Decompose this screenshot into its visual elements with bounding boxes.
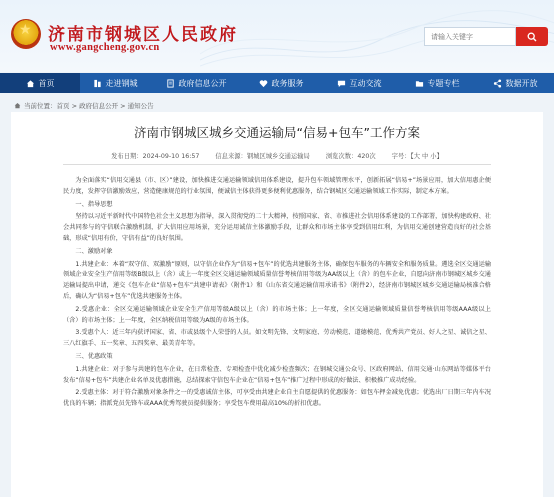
nav-label: 政务服务 [271, 78, 304, 88]
info-source: 信息来源：钢城区城乡交通运输局 [215, 153, 310, 160]
document-icon [166, 79, 175, 88]
nav-home[interactable] [0, 73, 80, 93]
home-icon [14, 102, 21, 109]
section-heading: 二、激励对象 [75, 247, 113, 255]
paragraph: 3.受惠个人：近三年内获评国家、省、市或县级个人荣誉的人员。如文明先锋、文明家庭、劳动模范、道德模范、优秀共产党员、好人之星、诚信之星、三八红旗手、五一奖章、五四奖章、最美青年等。 [63, 329, 491, 348]
nav-about[interactable] [80, 73, 150, 93]
divider [63, 164, 491, 165]
nav-services[interactable] [242, 73, 320, 93]
search-button[interactable] [516, 27, 548, 46]
article-card [11, 112, 543, 497]
folder-icon [415, 79, 424, 88]
heart-icon [259, 79, 268, 88]
site-header [0, 0, 554, 72]
home-icon [26, 79, 35, 88]
paragraph: 1.共建企业：对于参与共建的包车企业，在日常检查、专项检查中优化减少检查频次；在钢城交通公众号、区政府网站、信用交通·山东网站等媒体平台发布“信易+包车”共建企业名单及优惠措施，总结探索守信包车企业在“信易+包车”推广过程中形成的好做法、积极推广成功经验。 [63, 365, 491, 384]
nav-label: 首页 [38, 78, 55, 88]
paragraph: 2.受惠主体：对于符合激励对象条件之一的受惠诚信主体，可享受由共建企业自主自愿提供的优惠服务：如包车押金减免优惠；优选出厂日期三年内车况优良的车辆；指派党员先锋车或AAA优秀驾驶员提供服务；享受包车费用最高10%的折扣优惠。 [63, 389, 491, 408]
site-url: www.gangcheng.gov.cn [50, 42, 160, 53]
nav-open-data[interactable] [476, 73, 554, 93]
font-size-control[interactable]: 字号：【大 中 小】 [391, 153, 443, 160]
paragraph: 1.共建企业：本着“双守信、双激励”原则，以守信企业作为“信易+包车”的优选共建服务主体，确保包车服务的车辆安全和服务质量。遴选全区交通运输领域企业安全生产信用等级B级以上（含）或上一年度全区交通运输领域质量信誉考核信用等级为AA级以上（含）的包车企业，自愿向济南市钢城区城乡交通运输局提出申请，递交《包车企业“信易+包车”共建申请表》（附件1）和《山东省交通运输信用承诺书》（附件2），经济南市钢城区城乡交通运输局核准合格后，确认为“信易+包车”优选共建服务主体。 [63, 260, 491, 300]
article-title: 济南市钢城区城乡交通运输局“信易+包车”工作方案 [134, 125, 420, 140]
nav-interaction[interactable] [320, 73, 398, 93]
nav-label: 数据开放 [505, 78, 538, 88]
nav-label: 政府信息公开 [178, 78, 227, 88]
breadcrumb [14, 101, 154, 110]
search-icon [527, 32, 537, 42]
building-icon [93, 79, 102, 88]
publish-date: 发布日期：2024-09-10 16:57 [111, 153, 200, 160]
paragraph: 为全面落实“信用交通县（市、区）”建设，加快推进交通运输领域信用体系建设，提升包车领域管理水平，创新拓展“信易+”场景应用，加大信用惠企便民力度，发挥守信激励效应，营造健康规范的行业氛围，便诚信主体获得更多便利优惠服务，结合钢城区交通运输领域工作实际，制定本方案。 [63, 177, 491, 195]
main-nav [0, 73, 554, 93]
view-count: 浏览次数：420次 [325, 153, 376, 160]
share-icon [493, 79, 502, 88]
search-box [424, 27, 548, 46]
nav-topics[interactable] [398, 73, 476, 93]
nav-label: 走进钢城 [105, 78, 138, 88]
nav-gov-info[interactable] [150, 73, 242, 93]
paragraph: 坚持以习近平新时代中国特色社会主义思想为指导，深入贯彻党的二十大精神，按照国家、省、市推进社会信用体系建设的工作部署，加快构建政府、社会共同参与的守信联合激励机制，扩大信用应用场景，充分运用诚信主体激励手段，让群众和市场主体享受到信用红利，为信用交通创建营造良好的社会基础，形成“信用有价，守信有益”的良好氛围。 [63, 213, 491, 242]
section-heading: 三、优惠政策 [75, 352, 113, 360]
article-meta [11, 151, 543, 160]
section-heading: 一、指导思想 [75, 200, 113, 208]
paragraph: 2.受惠企业：全区交通运输领域企业安全生产信用等级A级以上（含）的市场主体；上一年度，全区交通运输领域质量信誉考核信用等级AAA级以上（含）的市场主体；上一年度，全区纳税信用等级为A级的市场主体。 [63, 305, 491, 324]
nav-label: 专题专栏 [427, 78, 460, 88]
article-body [63, 176, 491, 412]
site-title[interactable]: 济南市钢城区人民政府 [48, 25, 238, 45]
search-input[interactable] [424, 27, 516, 46]
chat-icon [337, 79, 346, 88]
national-emblem-icon [11, 19, 41, 49]
nav-label: 互动交流 [349, 78, 382, 88]
breadcrumb-text[interactable]: 当前位置：首页 > 政府信息公开 > 通知公告 [24, 102, 154, 110]
